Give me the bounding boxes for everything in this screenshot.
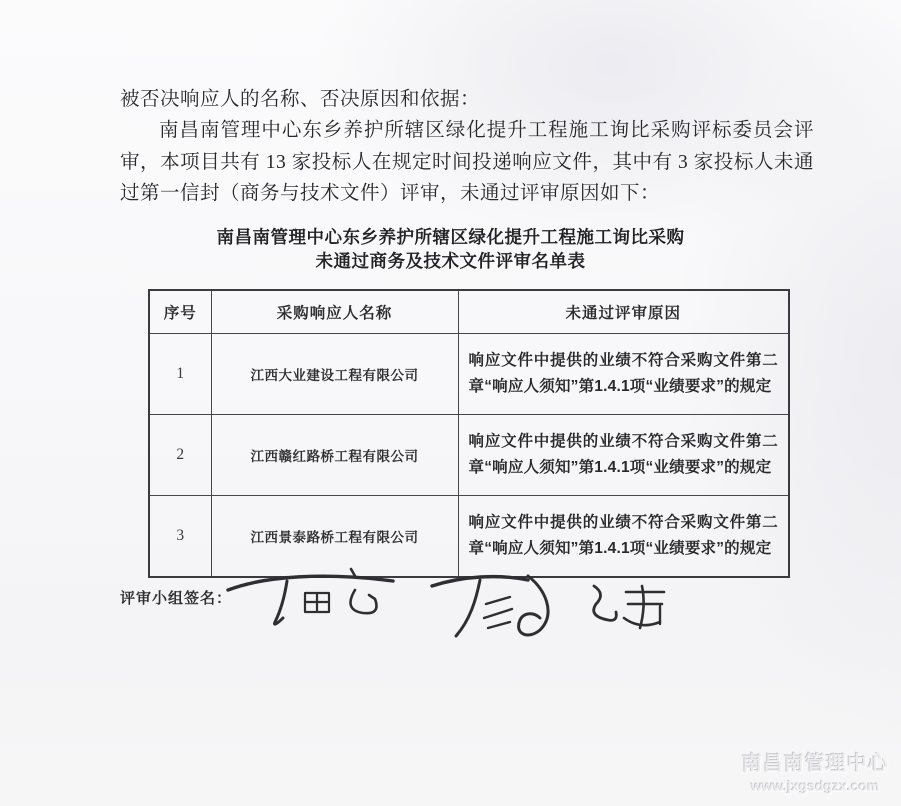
handwritten-signature-3 [578,580,678,638]
evaluation-summary-paragraph: 南昌南管理中心东乡养护所辖区绿化提升工程施工询比采购评标委员会评审，本项目共有 13 家投标人在规定时间投递响应文件，其中有 3 家投标人未通过第一信封（商务与技术文件）评审，未通过评审原因如下： [120,120,814,204]
rejected-bidders-table [148,289,790,578]
row-rejection-reason: 响应文件中提供的业绩不符合采购文件第二章“响应人须知”第1.4.1项“业绩要求”的规定 [458,415,789,496]
handwritten-signature-1 [225,560,400,630]
row-rejection-reason: 响应文件中提供的业绩不符合采购文件第二章“响应人须知”第1.4.1项“业绩要求”的规定 [458,334,789,415]
handwritten-signature-2 [428,568,578,646]
table-row [149,415,789,496]
row-serial-number: 3 [149,496,211,578]
header-rejection-reason: 未通过评审原因 [458,290,789,334]
signature-label: 评审小组签名： [120,590,233,607]
watermark-org-name: 南昌南管理中心 [742,753,889,775]
row-respondent-name: 江西大业建设工程有限公司 [211,334,458,415]
row-rejection-reason: 响应文件中提供的业绩不符合采购文件第二章“响应人须知”第1.4.1项“业绩要求”的规定 [458,496,789,578]
table-title-line1: 南昌南管理中心东乡养护所辖区绿化提升工程施工询比采购 [216,227,685,247]
row-serial-number: 1 [149,334,211,415]
header-serial-number: 序号 [149,290,211,334]
table-title [0,225,901,273]
rejection-basis-heading: 被否决响应人的名称、否决原因和依据： [120,89,481,110]
site-watermark [742,747,889,794]
table-header-row [149,290,789,334]
row-serial-number: 2 [149,415,211,496]
header-respondent-name: 采购响应人名称 [211,290,458,334]
row-respondent-name: 江西赣红路桥工程有限公司 [211,415,458,496]
table-title-line2: 未通过商务及技术文件评审名单表 [315,251,586,271]
row-respondent-name: 江西景泰路桥工程有限公司 [211,496,458,578]
intro-section [120,84,814,229]
watermark-url: www.jxgsdgzx.com [751,778,880,794]
table-row [149,334,789,415]
signature-section [120,560,820,660]
